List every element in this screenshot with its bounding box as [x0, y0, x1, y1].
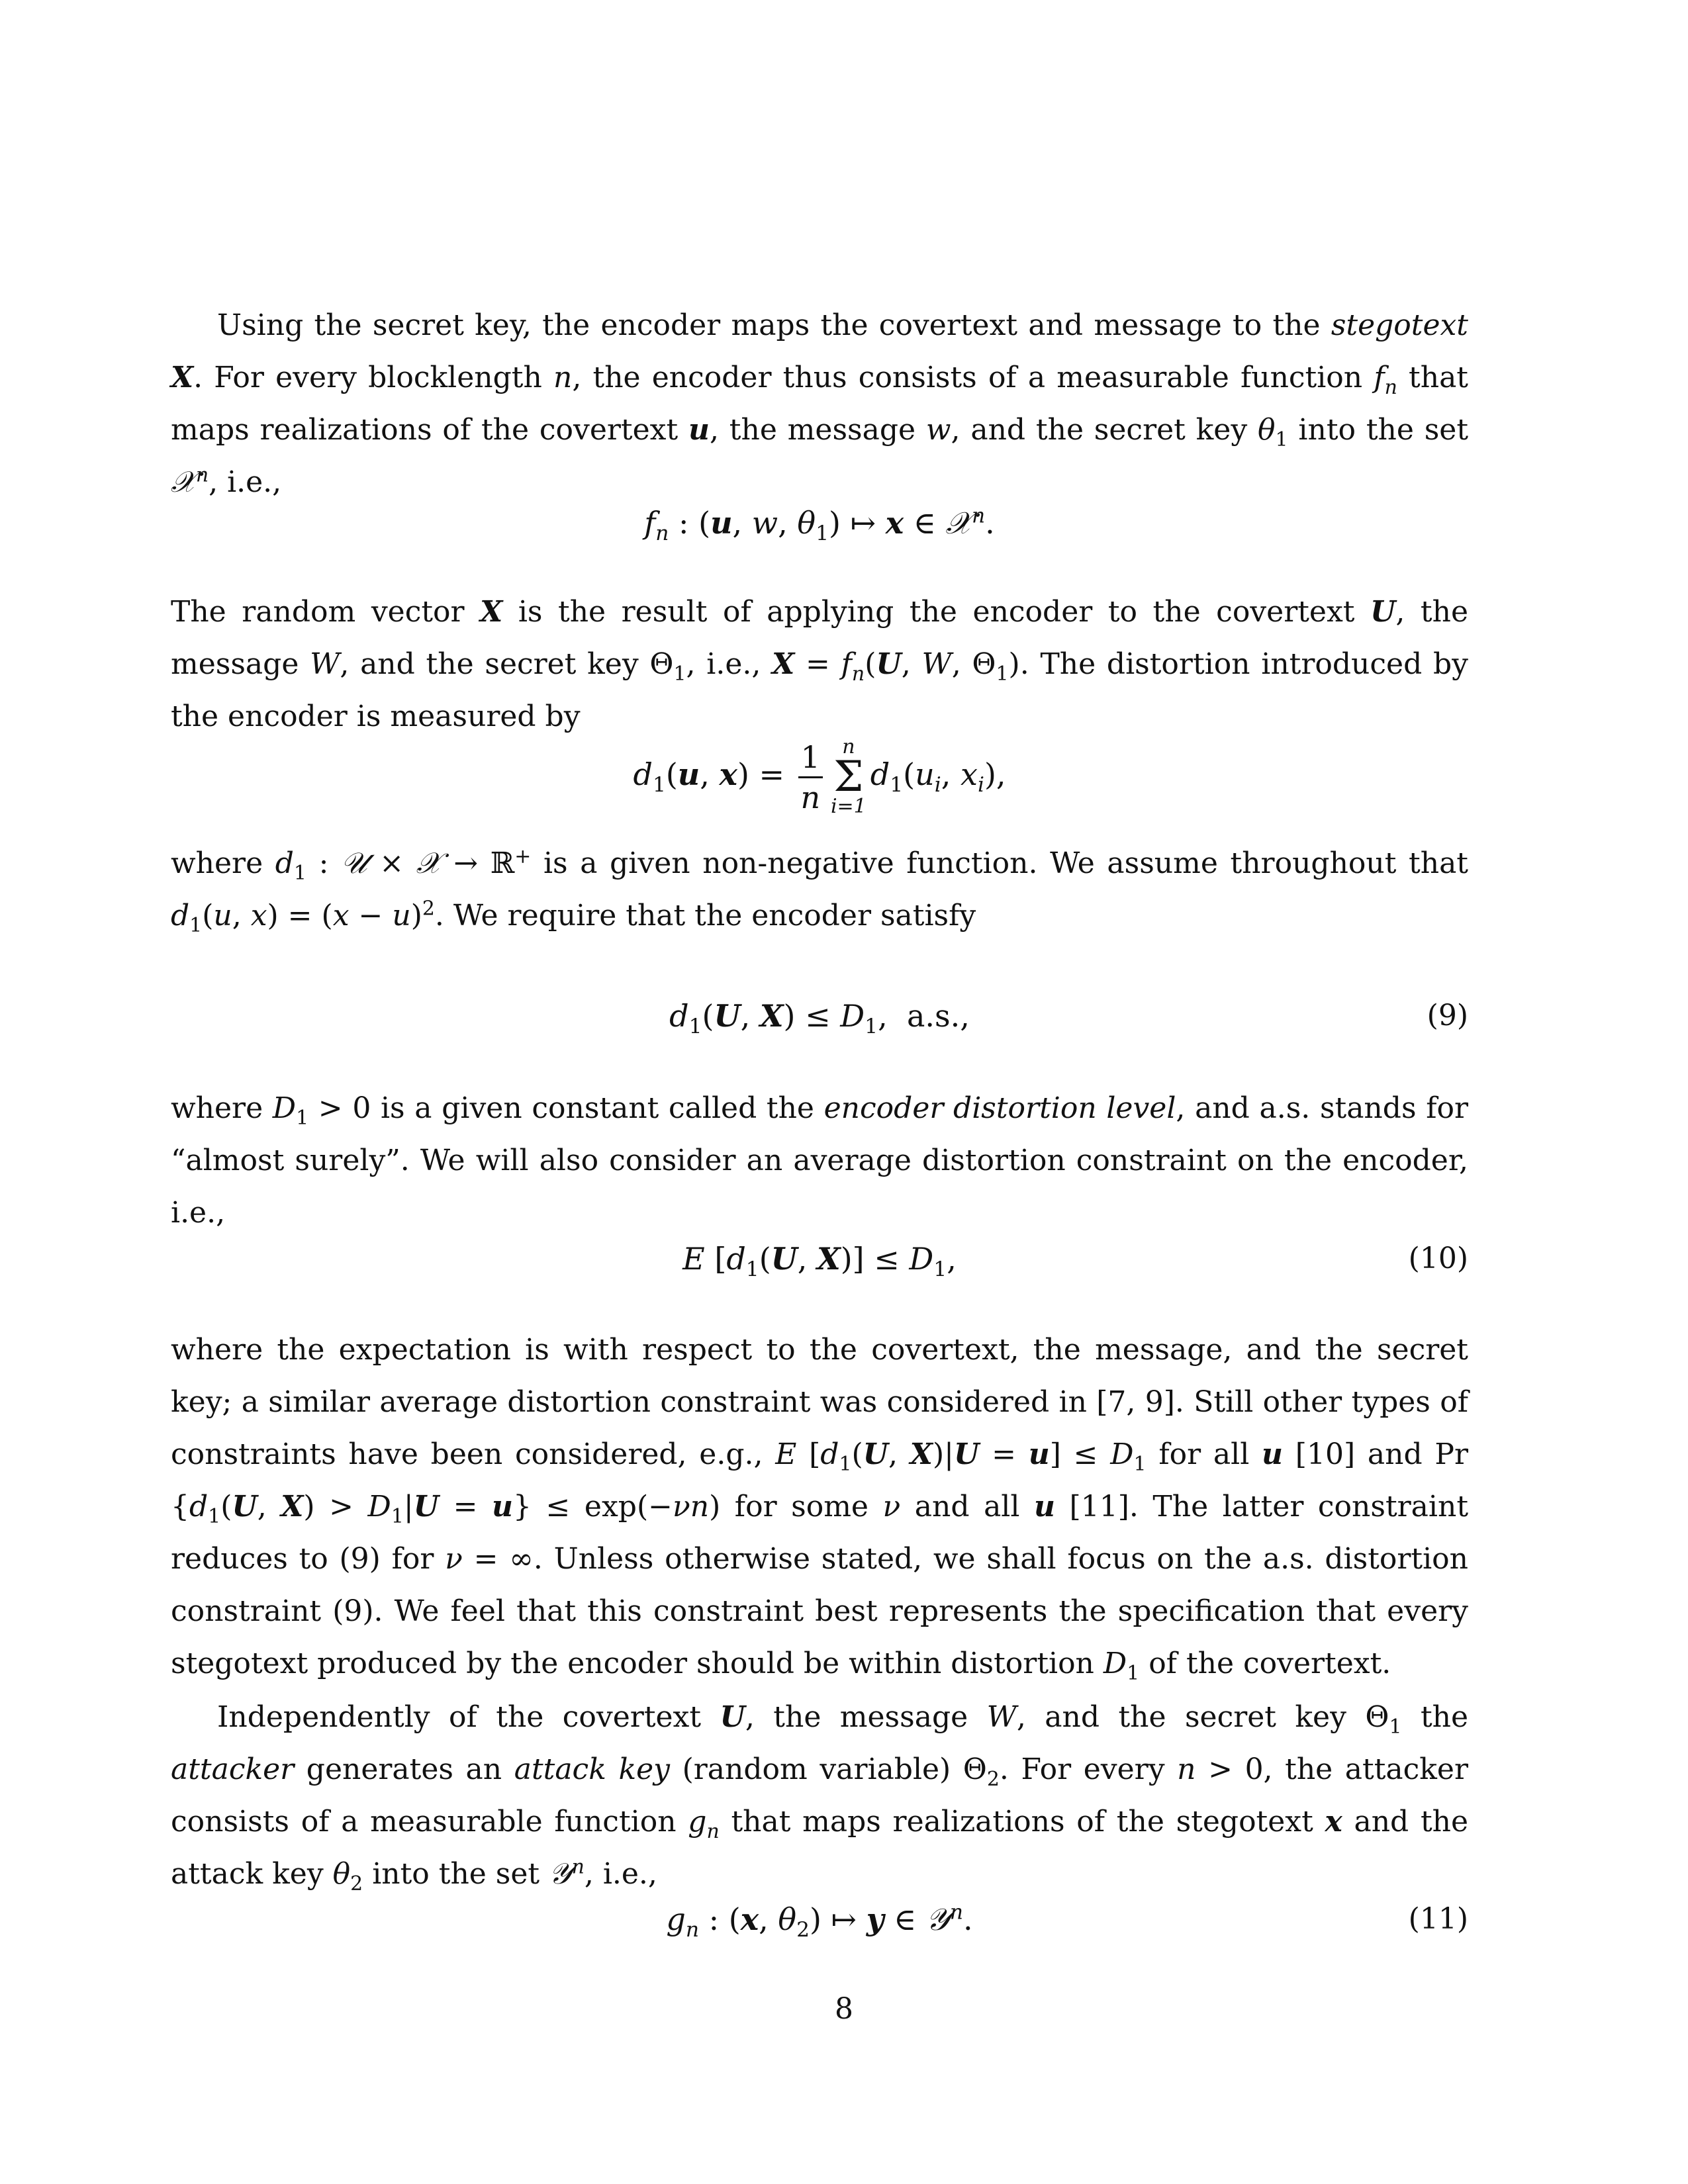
- equation-11-number: (11): [1408, 1902, 1468, 1936]
- equation-11: $g_n$ : (x, $\theta_2$) ↦ y ∈ 𝒴$^n$. (11): [171, 1893, 1468, 1946]
- paragraph-distortion-level: where $D_1 > 0$ is a given constant called the encoder distortion level, and a.s. stands for “almost surely”. We will also consider an average distortion constraint on the encoder, i.e.,: [171, 1091, 1468, 1230]
- paragraph-constraint-types: where the expectation is with respect to the covertext, the message, and the secret key; a similar average distortion constraint was considered in [7, 9]. Still other types of constraints have been considered, e.g., E [$d_1(U$, $X)|U = u] \le D_1$ for all u [10] and Pr {$d_1(U$, $X) > D_1|U = u\} \le \exp(-\nu n)$ for some ν and all u [11]. The latter constraint reduces to (9) for ν = ∞. Unless otherwise stated, we shall focus on the a.s. distortion constraint (9). We feel that this constraint best represents the specification that every stegotext produced by the encoder should be within distortion $D_1$ of the covertext.: [171, 1333, 1469, 1685]
- equation-10: E [$d_1(U$, $X)] \le D_1$, (10): [171, 1232, 1468, 1285]
- paragraph-encoder-definition: Using the secret key, the encoder maps the covertext and message to the stegotext X. For every blocklength n, the encoder thus consists of a measurable function $f_n$ that maps realizations of the covertext u, the message w, and the secret key $\theta_1$ into the set 𝒳$^n$, i.e.,: [171, 308, 1468, 499]
- equation-distortion-measure: $d_1(u$, x) = $\frac{1}{n}$ n Σ i=1 $d_1(u_i$, $x_i$),: [633, 735, 1006, 818]
- equation-10-number: (10): [1408, 1242, 1468, 1275]
- equation-9: $d_1(U$, $X) \le D_1$, a.s., (9): [171, 989, 1468, 1042]
- paragraph-random-vector: The random vector X is the result of applying the encoder to the covertext U, the message W, and the secret key $\Theta_1$, i.e., $X = f_n(U$, W, $\Theta_1$). The distortion introduced by the encoder is measured by: [171, 595, 1469, 733]
- equation-encoder-map: $f_n$ : (u, w, $\theta_1$) ↦ x ∈ 𝒳$^n$.: [644, 504, 995, 546]
- paragraph-attacker: Independently of the covertext U, the message W, and the secret key $\Theta_1$ the attacker generates an attack key (random variable) $\Theta_2$. For every n > 0, the attacker consists of a measurable function $g_n$ that maps realizations of the stegotext x and the attack key $\theta_2$ into the set 𝒴$^n$, i.e.,: [171, 1700, 1469, 1895]
- paragraph-distortion-function: where $d_1$ : 𝒰 × 𝒳 → ℝ+ is a given non-negative function. We assume throughout that $d_1(u$, $x) = (x - u)^2$. We require that the encoder satisfy: [171, 844, 1468, 937]
- equation-9-number: (9): [1427, 999, 1468, 1032]
- page-number: 8: [835, 1992, 853, 2026]
